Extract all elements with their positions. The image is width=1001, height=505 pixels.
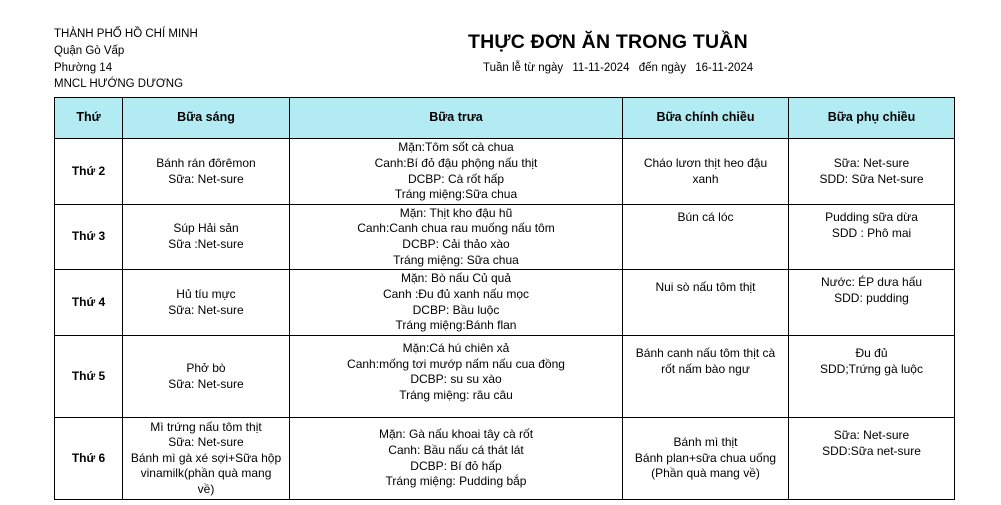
menu-line: SDD: Sữa Net-sure (819, 171, 924, 186)
menu-line: DCBP: su su xào (410, 372, 502, 387)
menu-line: Sữa: Net-sure (168, 435, 244, 450)
breakfast-cell (123, 418, 290, 500)
column-header-afternoon-snack: Bữa phụ chiều (789, 98, 955, 139)
table-row (55, 139, 955, 205)
menu-line: Sữa: Net-sure (168, 376, 244, 391)
menu-line: Canh :Đu đủ xanh nấu mọc (382, 286, 530, 301)
week-range (483, 62, 759, 74)
afternoon-main-cell (623, 336, 789, 418)
menu-line: Tráng miệng: Sữa chua (393, 252, 519, 267)
menu-line: Tráng miệng: râu câu (399, 387, 513, 402)
menu-line: Canh:mống tơi mướp nấm nấu cua đồng (347, 356, 565, 371)
day-cell: Thứ 4 (55, 270, 123, 336)
menu-line: DCBP: Bầu luộc (412, 302, 500, 317)
menu-line: Canh: Bầu nấu cá thát lát (388, 442, 524, 457)
school-info (54, 26, 198, 93)
menu-line: SDD: pudding (834, 290, 909, 305)
afternoon-main-cell (623, 205, 789, 270)
day-cell: Thứ 5 (55, 336, 123, 418)
menu-line: Canh:Bí đỏ đậu phộng nấu thịt (374, 155, 538, 170)
day-cell: Thứ 3 (55, 205, 123, 270)
lunch-cell (290, 336, 623, 418)
menu-line: Sữa: Net-sure (168, 171, 244, 186)
afternoon-snack-cell (789, 336, 955, 418)
menu-line: Bún cá lóc (677, 210, 734, 224)
district-name: Quận Gò Vấp (54, 44, 125, 57)
menu-line: về) (197, 481, 215, 496)
week-middle: đến ngày (638, 62, 687, 74)
column-header-day: Thứ (55, 98, 123, 139)
menu-line: SDD : Phô mai (831, 225, 912, 240)
city-name: THÀNH PHỐ HỒ CHÍ MINH (54, 28, 198, 40)
column-header-lunch: Bữa trưa (290, 98, 623, 139)
table-row (55, 418, 955, 500)
afternoon-snack-cell (789, 418, 955, 500)
menu-line: (Phần quà mang về) (651, 466, 760, 481)
menu-line: Tráng miệng:Sữa chua (394, 187, 518, 202)
menu-line: Mặn: Gà nấu khoai tây cà rốt (378, 427, 534, 442)
afternoon-snack-cell (789, 270, 955, 336)
menu-line: Canh:Canh chua rau muống nấu tôm (357, 221, 555, 236)
table-header-row (55, 98, 955, 139)
menu-line: Bánh plan+sữa chua uống (634, 450, 777, 465)
afternoon-main-cell (623, 139, 789, 205)
week-end-date: 16-11-2024 (695, 62, 754, 74)
breakfast-cell (123, 139, 290, 205)
menu-line: DCBP: Cải thảo xào (402, 237, 510, 251)
menu-line: Bánh mì thịt (673, 435, 738, 450)
ward-name: Phường 14 (54, 61, 113, 74)
menu-line: Mặn: Thịt kho đậu hũ (399, 205, 513, 220)
afternoon-main-cell (623, 418, 789, 500)
menu-line: Bánh canh nấu tôm thịt cà (635, 346, 776, 360)
table-row (55, 205, 955, 270)
menu-line: Nước: ÉP dưa hấu (820, 275, 923, 289)
day-cell: Thứ 2 (55, 139, 123, 205)
breakfast-cell (123, 205, 290, 270)
menu-line: Mặn:Tôm sốt cà chua (398, 140, 514, 155)
afternoon-snack-cell (789, 139, 955, 205)
column-header-breakfast: Bữa sáng (123, 98, 290, 139)
menu-line: SDD:Sữa net-sure (822, 443, 921, 458)
table-row (55, 270, 955, 336)
menu-line: Sữa :Net-sure (168, 237, 244, 251)
afternoon-main-cell (623, 270, 789, 336)
week-start-date: 11-11-2024 (572, 62, 630, 74)
lunch-cell (290, 270, 623, 336)
menu-line: Mặn: Bò nấu Củ quả (400, 271, 512, 286)
breakfast-cell (123, 336, 290, 418)
menu-line: xanh (692, 171, 719, 186)
menu-line: Bánh rán đôrêmon (156, 155, 256, 170)
table-row (55, 336, 955, 418)
afternoon-snack-cell (789, 205, 955, 270)
menu-line: Sữa: Net-sure (168, 302, 244, 317)
menu-line: Pudding sữa dừa (825, 210, 918, 224)
menu-line: Tráng miệng: Pudding bắp (385, 474, 527, 489)
school-name: MNCL HƯỚNG DƯƠNG (54, 78, 184, 91)
menu-line: DCBP: Bí đỏ hấp (410, 458, 502, 473)
menu-line: Tráng miệng:Bánh flan (395, 318, 517, 333)
page-title: THỰC ĐƠN ĂN TRONG TUẦN (468, 31, 748, 53)
menu-line: Sữa: Net-sure (833, 155, 910, 170)
menu-line: Nui sò nấu tôm thịt (655, 280, 756, 294)
day-cell: Thứ 6 (55, 418, 123, 500)
column-header-afternoon-main: Bữa chính chiều (623, 98, 789, 139)
weekly-menu-table (54, 97, 955, 500)
menu-line: rốt nấm bào ngư (661, 361, 750, 376)
menu-line: Súp Hải sản (173, 221, 239, 236)
menu-line: Phở bò (186, 360, 226, 375)
lunch-cell (290, 418, 623, 500)
menu-line: Hủ tíu mực (176, 286, 236, 301)
menu-line: Cháo lươn thịt heo đậu (643, 155, 768, 170)
menu-line: Đu đủ (855, 346, 888, 360)
menu-line: Bánh mì gà xé sợi+Sữa hộp (130, 450, 282, 465)
menu-line: vinamilk(phần quà mang (140, 466, 272, 481)
menu-line: SDD;Trứng gà luộc (820, 361, 923, 376)
menu-line: Mặn:Cá hú chiên xả (402, 341, 510, 355)
breakfast-cell (123, 270, 290, 336)
menu-line: Sữa: Net-sure (833, 428, 910, 442)
lunch-cell (290, 139, 623, 205)
lunch-cell (290, 205, 623, 270)
menu-line: Mì trứng nấu tôm thịt (150, 419, 262, 434)
week-prefix: Tuần lễ từ ngày (483, 62, 564, 74)
menu-line: DCBP: Cà rốt hấp (407, 171, 505, 186)
